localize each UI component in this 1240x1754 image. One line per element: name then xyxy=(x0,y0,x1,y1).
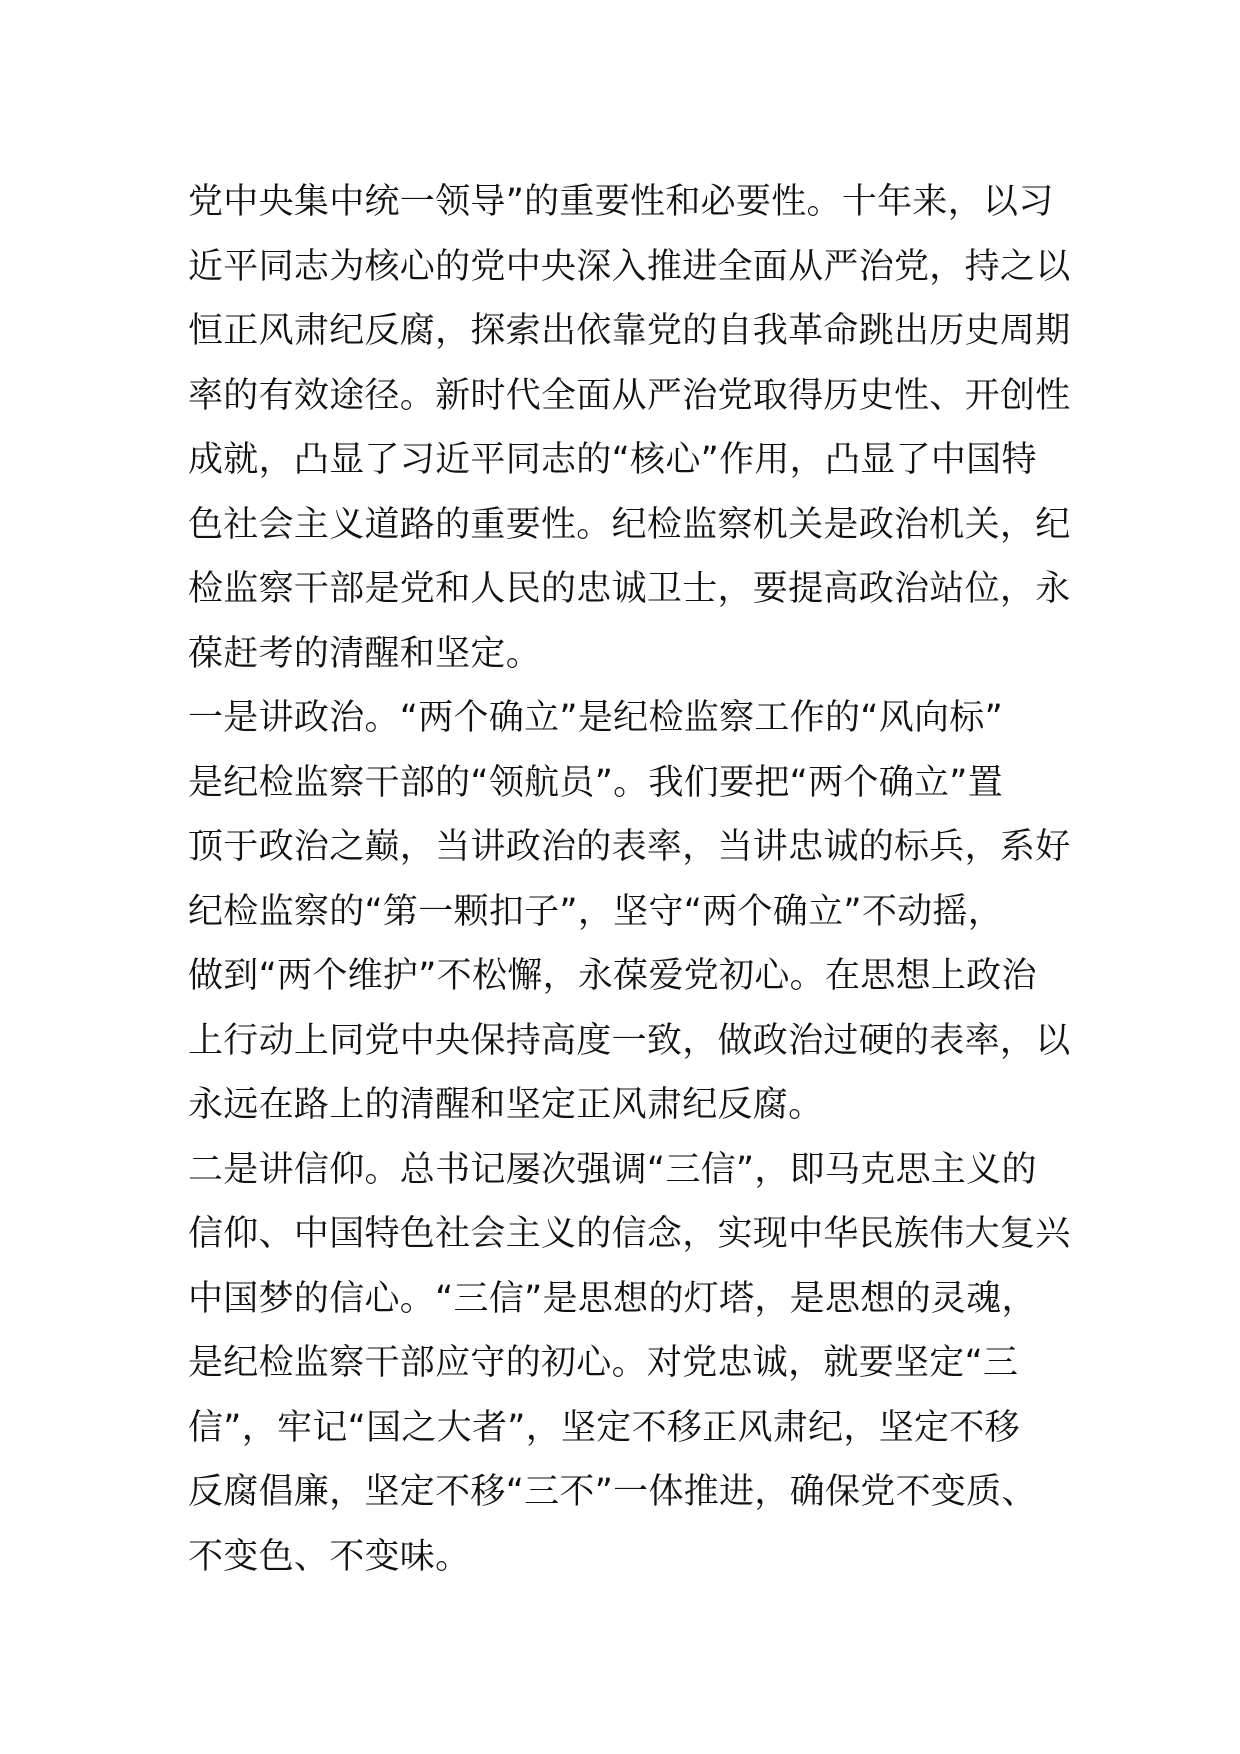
text-line: 信仰、中国特色社会主义的信念，实现中华民族伟大复兴 xyxy=(188,1214,1071,1254)
text-line: 成就，凸显了习近平同志的“核心”作用，凸显了中国特 xyxy=(188,440,1037,480)
text-line: 顶于政治之巅，当讲政治的表率，当讲忠诚的标兵，系好 xyxy=(188,827,1071,867)
text-line: 纪检监察的“第一颗扣子”，坚守“两个确立”不动摇， xyxy=(188,891,1004,932)
document-body xyxy=(188,170,1071,1589)
text-line: 葆赶考的清醒和坚定。 xyxy=(188,633,542,674)
text-line: 近平同志为核心的党中央深入推进全面从严治党，持之以 xyxy=(188,246,1071,287)
text-line: 反腐倡廉，坚定不移“三不”一体推进，确保党不变质、 xyxy=(188,1472,1037,1512)
text-line: 信”，牢记“国之大者”，坚定不移正风肃纪，坚定不移 xyxy=(188,1407,1020,1448)
text-line: 色社会主义道路的重要性。纪检监察机关是政治机关，纪 xyxy=(188,504,1071,545)
text-line: 是纪检监察干部的“领航员”。我们要把“两个确立”置 xyxy=(188,762,1004,803)
text-line: 恒正风肃纪反腐，探索出依靠党的自我革命跳出历史周期 xyxy=(188,311,1071,351)
text-line: 中国梦的信心。“三信”是思想的灯塔，是思想的灵魂， xyxy=(188,1278,1037,1319)
text-line: 上行动上同党中央保持高度一致，做政治过硬的表率，以 xyxy=(188,1020,1071,1061)
text-line: 党中央集中统一领导”的重要性和必要性。十年来，以习 xyxy=(188,182,1054,222)
text-line: 永远在路上的清醒和坚定正风肃纪反腐。 xyxy=(188,1085,824,1125)
text-line: 做到“两个维护”不松懈，永葆爱党初心。在思想上政治 xyxy=(188,956,1037,996)
text-line: 是纪检监察干部应守的初心。对党忠诚，就要坚定“三 xyxy=(188,1343,1019,1383)
text-line: 不变色、不变味。 xyxy=(188,1536,471,1577)
text-line: 检监察干部是党和人民的忠诚卫士，要提高政治站位，永 xyxy=(188,569,1071,609)
text-line: 率的有效途径。新时代全面从严治党取得历史性、开创性 xyxy=(188,375,1071,416)
text-line: 一是讲政治。“两个确立”是纪检监察工作的“风向标” xyxy=(188,698,1004,738)
text-line: 二是讲信仰。总书记屡次强调“三信”，即马克思主义的 xyxy=(188,1149,1037,1190)
